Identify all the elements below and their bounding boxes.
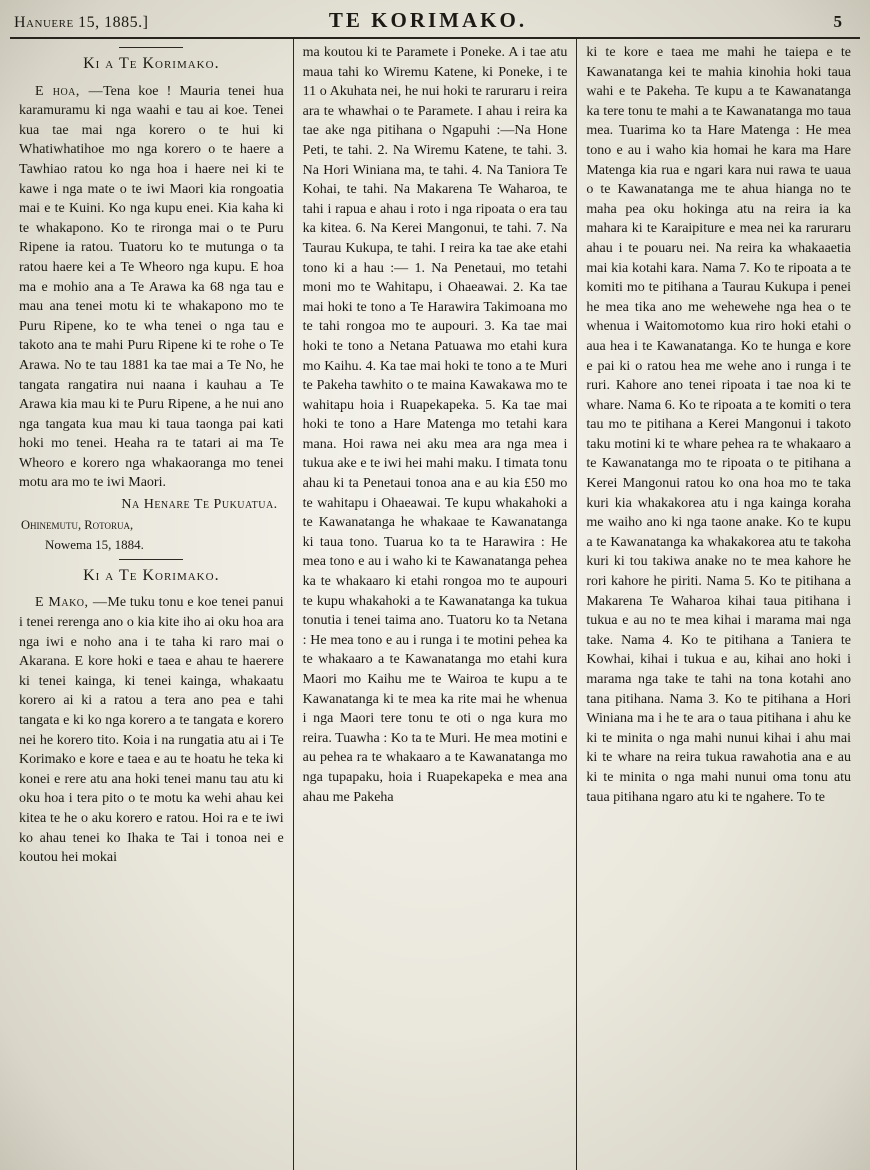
masthead-date: Hanuere 15, 1885.] [14,14,149,31]
letter-2-opening: E Mako, — [35,595,108,611]
letter-1-paragraph [19,82,284,493]
section-divider [119,559,183,560]
column-2 [293,39,577,1170]
letter-heading-1: Ki a Te Korimako. [83,55,220,72]
columns-container [10,39,860,1170]
section-divider [119,47,183,48]
signature-place: Ohinemutu, Rotorua, [21,517,134,532]
letter-1-body: Tena koe ! Mauria tenei hua karamuramu ki nga waahi e tau ai koe. Tenei kua tae mai nga korero o te hui ki Whatiwhatihoe mo nga korero o te haere a Tawhiao ratou ko nga hoa i haere nei ki te kawe i nga mate o te iwi Maori kia rongoatia mai e te Kuini. Ko nga kupu enei. Kia kaha ki te whakapono. Ko te rironga mai o te Puru Ripene ia ratou. Tuatoru ko te mutunga o ta ratou haere kei a Te Wheoro nga kupu. E hoa ma e mohio ana a Te Arawa ka 68 nga tau e mau ana tenei motu ki te whakapono mo te Puru Ripene, ko te wha tenei o nga tau e takoto ana te mahi Puru Ripene ki te rohe o Te Arawa. No te tau 1881 ka tae mai a Te No, he tangata rangatira nui naana i kauhau a Te Arawa kia mau ki te Puru Ripene, a he nui ano nga tangata kua mau ki taua taonga pai kati hoki mo tenei. Heaha ra te tatari ai ma Te Wheoro e korero nga whakaoranga mo tenei motu ara mo te iwi Maori. [19,83,284,491]
column-3-text: ki te kore e taea me mahi he taiepa e te Kawanatanga kei te mahia kinohia hoki taua wahi e te Pakeha. Te kupu a te Kawanatanga ka tere tonu te mahi a te Kawanatanga mo taua mea. Tuarima ko ta Hare Matenga : He mea tono e au i waho kia homai he kara ma Hare Matenga kia rua e ngari kara nui rawa te uaua o te Kawanatanga me te ahua hianga no te maha pea oku hokinga atu na reira ia ka mahara ki te Karaipiture e mea nei ka raruraru ahau i te pouaru nei. Na reira ka whakaaetia mai kia kotahi kara. Nama 7. Ko te ripoata a te komiti mo te pitihana a Taurau Kukupa i penei he mea tika ano me wehewehe nga hea o te whenua i Waitomotomo kua riro hoki etahi o aua hea i te Kawanatanga. Ko te hunga e kore e pai ki o ratou hea me wehe ano i runga i te ruri. Kahore ano tenei ripoata i tae noa ki te whare. Nama 6. Ko te ripoata a te komiti o tera tau mo te pitihana a Kerei Mangonui i takoto taku motini ki te whare pehea ra te whakaaro a te Kawanatanga mo te ripoata o te pitihana a Kerei Mangonui ratou ko ona hoa mo te taka kuri kia whakakorea atu i nga kainga koraha me waiho ano ki nga taone anake. Ko te kupu a te Kawanatanga ka whakakorea atu te takoha kuri ki tou takiwa anake no te mea kahore he rori kahore he piriti. Nama 5. Ko te pitihana a Makarena Te Waharoa kihai taua pitihana i tukua e au no te mea kihai i marama mai nga take. Nama 4. Ko te pitihana a Taniera te Kowhai, kihai i tukua e au, kihai ano hoki i marama nga take te tahi na tona kotahi ano tana pitihana. Nama 3. Ko te pitihana a Hori Winiana ma i he te ara o taua pitihana i ahu ke ki te minita o nga mahi nunui kihai i ahu mai ki te whare na reira tukua rawahotia ana e au ki te minita o nga mahi nunui oma tonu atu taua pitihana ngaro atu ki te ngahere. To te [586,45,852,805]
letter-1-opening: E hoa, — [35,83,104,99]
letter-2-paragraph [19,593,284,867]
signature: Na Henare Te Pukuatua. [121,497,278,513]
masthead [10,6,860,39]
column-2-text: ma koutou ki te Paramete i Poneke. A i tae atu maua tahi ko Wiremu Katene, ki Poneke, i te 11 o Akuhata nei, he nui hoki te raruraru i reira ara te whawhai o te Paramete. I ahau i reira ka tae ake nga pitihana o Ngapuhi :—Na Hone Peti, te tahi. 2. Na Wiremu Katene, te tahi. 3. Na Hori Winiana ma, te tahi. 4. Na Taniora Te Kohai, te tahi. Na Makarena Te Waharoa, te tahi i rapua e ahau i roto i nga ripoata o era tau ka kitea. 6. Na Kerei Mangonui, te tahi. 7. Na Taurau Kukupa, te tahi. I reira ka tae ake etahi tono ki a hau :— 1. Na Penetaui, mo tetahi moni mo te Wahitapu, i Ohaeawai. 2. Ka tae mai hoki te tono a Te Harawira Takimoana mo te tahi rongoa mo te aupouri. 3. Ka tae mai hoki te tono a Netana Patuawa mo etahi kura mo Kaihu. 4. Ka tae mai hoki te tono a te Muri te Pakeha tawhito o te maina Kawakawa mo te wahitapu hoia i Ruapekapeka. 5. Ka tae mai hoki te tono a Hare Matenga mo tetahi kara mana. Hoi rawa nei aku mea ara nga mea i tukua ake e te iwi hei mahi maku. I timata tonu ahau ki ta Penetaui tonoa ana e au kia £50 mo te wahitapu i Ohaeawai. Te kupu whakahoki a te Kawanatanga he whakaae te Kawanatanga ki taua tono. Tuarua ko ta te Harawira : He mea tono e au i waho ki te Kawanatanga pehea ka te whakaaro ki etahi rongoa mo te aupouri te kupu whakahoki a te Kawanatanga ka tukua tonutia i tenei taima ano. Tuatoru ko ta Netana : He mea tono e au i runga i te motini pehea ka te whakaaro a te Kawanatanga mo etahi kura Maori mo Kaihu me te Wairoa te kupu a te Kawanatanga ki te mea ka rite mai he whenua i nga Maori tere tonu te oti o nga kura mo reira. Tuawha : Ko ta te Muri. He mea motini e au pehea ra te whakaaro a te Kawanatanga mo nga tupapaku, hoia i Ruapekapeka e mea ana ahau me Pakeha [302,45,568,805]
letter-heading-2: Ki a Te Korimako. [83,566,220,584]
signature-date: Nowema 15, 1884. [45,537,144,553]
column-3 [576,39,860,1170]
column-1 [10,39,293,1170]
letter-2-body: Me tuku tonu e koe tenei panui i tenei rerenga ano o kia kite iho ai oku hoa ara nga iwi e noho ana i te taha ki raro mai o Akarana. E kore hoki e taea e ahau te haerere ki tenei kainga, ki tenei kainga, whakaatu korero ai ki a ratou a tera ano pea e tahi tangata e ki ko nga korero a te tangata e korero nei he korero tito. Koia i na rungatia atu ai i Te Korimako e kore e taea e au te hoatu he teka ki konei e rere atu ana hoki tenei manu tau atu ki oku hoa i tera pito o te motu ka wehi ahau kei kitea te he o aku korero e ratou. Hoi ra e te iwi ko ahau tenei ko Ihaka te Tai i tonoa nei e koutou hei mokai [19,595,284,866]
masthead-page-number: 5 [833,12,842,31]
masthead-title: TE KORIMAKO. [328,8,528,32]
